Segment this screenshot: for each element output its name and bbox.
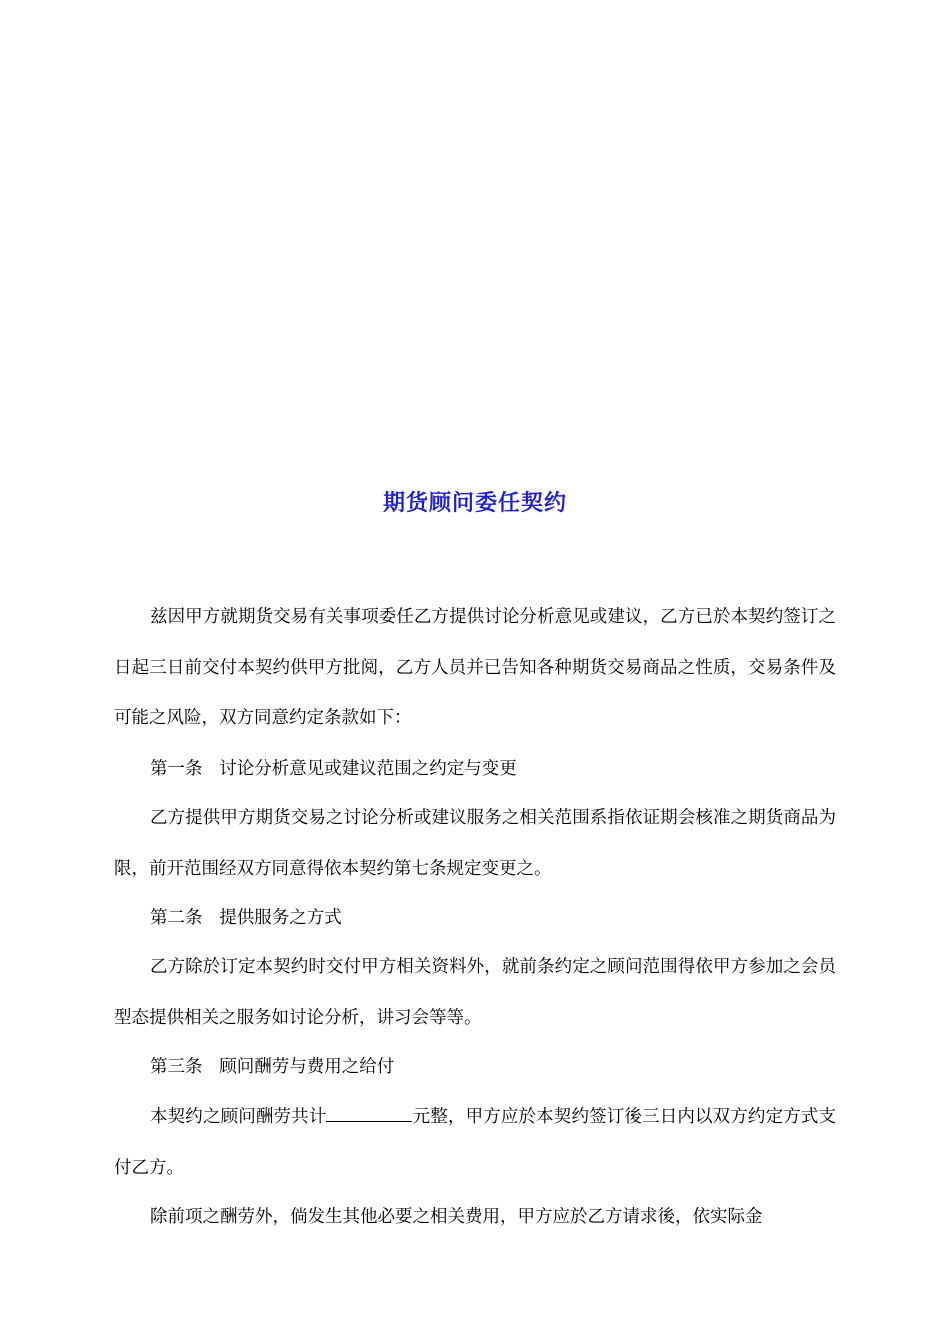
- article-1-title: 讨论分析意见或建议范围之约定与变更: [219, 759, 517, 779]
- article-1-body: 乙方提供甲方期货交易之讨论分析或建议服务之相关范围系指依证期会核准之期货商品为限，前开范围经双方同意得依本契约第七条规定变更之。: [114, 808, 836, 879]
- article-3-heading: [150, 1042, 394, 1092]
- article-3-body-1: [114, 1092, 836, 1193]
- article-2-heading: [150, 893, 342, 943]
- article-3-body-1-suffix: 元整，甲方应於本契约签订後三日内以双方约定方式支付乙方。: [114, 1107, 837, 1178]
- document-title: 期货顾问委任契约: [382, 490, 567, 516]
- article-1-number: 第一条: [150, 759, 203, 779]
- article-1-heading: [150, 744, 517, 794]
- article-3-number: 第三条: [150, 1057, 203, 1077]
- article-2-body: 乙方除於订定本契约时交付甲方相关资料外，就前条约定之顾问范围得依甲方参加之会员型态提供相关之服务如讨论分析，讲习会等等。: [114, 957, 836, 1028]
- article-2-number: 第二条: [150, 908, 203, 928]
- article-3-body-1-prefix: 本契约之顾问酬劳共计: [150, 1107, 327, 1127]
- intro-paragraph: 兹因甲方就期货交易有关事项委任乙方提供讨论分析意见或建议，乙方已於本契约签订之日起三日前交付本契约供甲方批阅，乙方人员并已告知各种期货交易商品之性质，交易条件及可能之风险，双方同意约定条款如下：: [114, 607, 836, 728]
- article-2-title: 提供服务之方式: [219, 908, 342, 928]
- article-3-body-2: 除前项之酬劳外，倘发生其他必要之相关费用，甲方应於乙方请求後，依实际金: [150, 1207, 763, 1227]
- fee-amount-blank: [326, 1103, 412, 1122]
- article-3-title: 顾问酬劳与费用之给付: [219, 1057, 395, 1077]
